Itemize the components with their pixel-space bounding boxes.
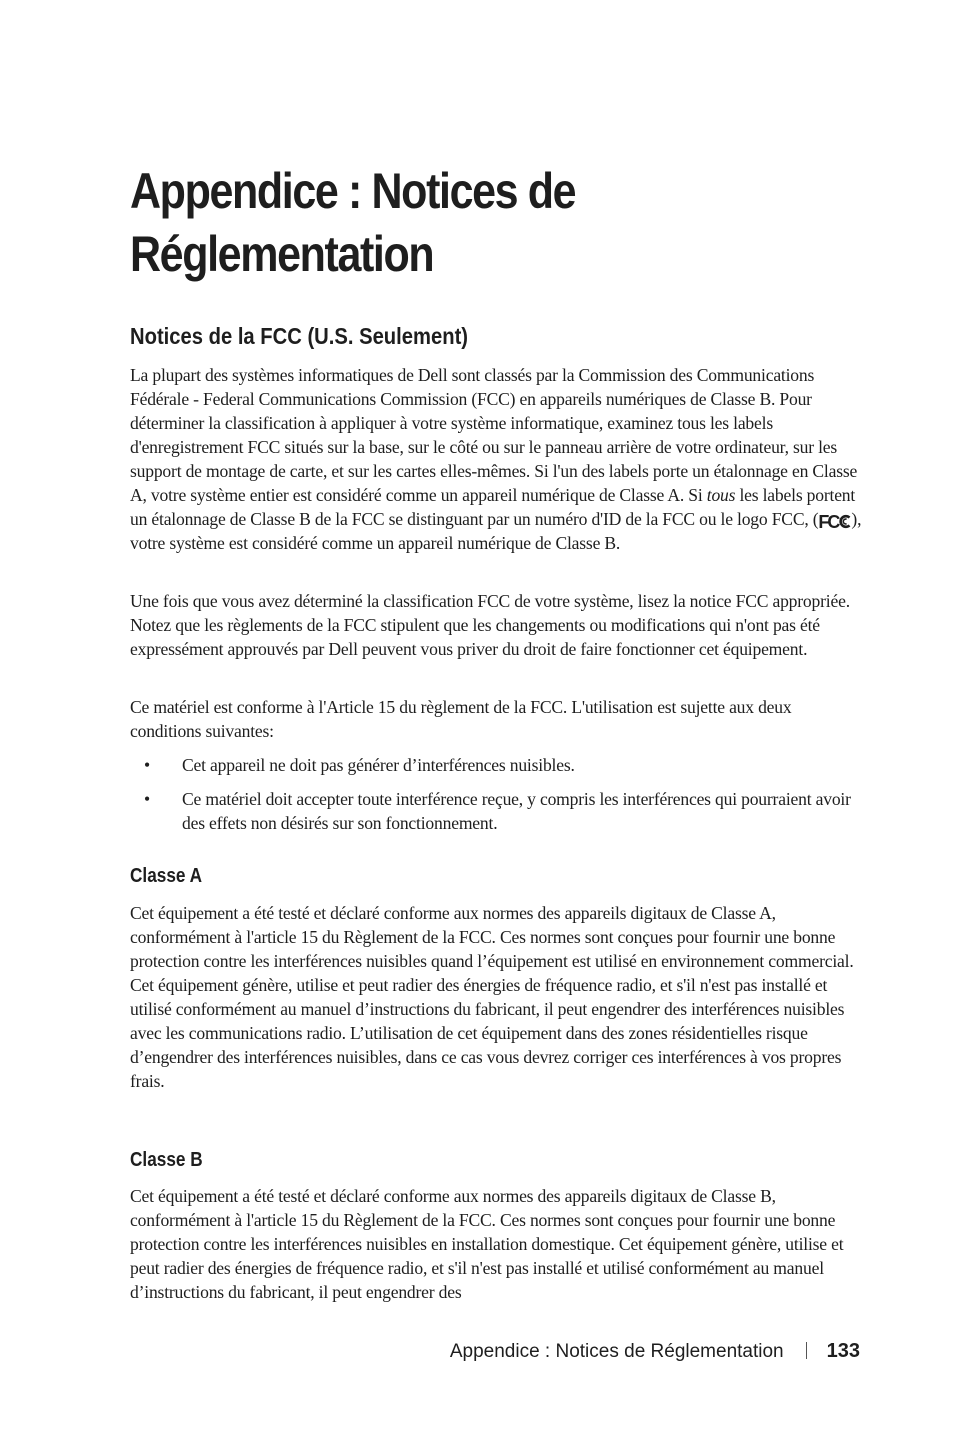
page-title-line-1: Appendice : Notices de (130, 163, 576, 219)
fcc-logo-letters: FC (818, 512, 839, 532)
list-item-text: Cet appareil ne doit pas générer d’interférences nuisibles. (182, 755, 575, 775)
footer-divider (806, 1342, 807, 1359)
class-a-paragraph: Cet équipement a été testé et déclaré conforme aux normes des appareils digitaux de Classe A, conformément à l'article 15 du Règlement de la FCC. Ces normes sont conçues pour fournir une bonne protection contre les interférences nuisibles quand l’équipement est utilisé en environnement commercial. Cet équipement génère, utilise et peut radier des énergies de fréquence radio, et s'il n'est pas installé et utilisé conformément au manuel d’instructions du fabricant, il peut engendrer des interférences nuisibles avec les communications radio. L’utilisation de cet équipement dans des zones résidentielles risque d’engendrer des interférences nuisibles, dans ce cas vous devrez corriger ces interférences à vos propres frais. (130, 903, 854, 1091)
page-title (130, 160, 801, 286)
class-a-heading: Classe A (130, 865, 203, 887)
fcc-intro-paragraph (130, 363, 866, 555)
fcc-logo-icon (818, 513, 851, 531)
fcc-classification-paragraph: Une fois que vous avez déterminé la classification FCC de votre système, lisez la notice FCC appropriée. Notez que les règlements de la FCC stipulent que les changements ou modifications qui n'ont pas été expressément approuvés par Dell peuvent vous priver du droit de faire fonctionner cet équipement. (130, 591, 850, 659)
fcc-intro-emphasis: tous (706, 485, 736, 505)
class-b-paragraph: Cet équipement a été testé et déclaré conforme aux normes des appareils digitaux de Classe B, conformément à l'article 15 du Règlement de la FCC. Ces normes sont conçues pour fournir une bonne protection contre les interférences nuisibles en installation domestique. Cet équipement génère, utilise et peut radier des énergies de fréquence radio, et s'il n'est pas installé et utilisé conformément au manuel d’instructions du fabricant, il peut engendrer des (130, 1186, 844, 1302)
list-item-text: Ce matériel doit accepter toute interférence reçue, y compris les interférences qui pourraient avoir des effets non désirés sur son fonctionnement. (182, 789, 851, 833)
fcc-conditions-paragraph: Ce matériel est conforme à l'Article 15 du règlement de la FCC. L'utilisation est sujette aux deux conditions suivantes: (130, 697, 792, 741)
footer-section-title: Appendice : Notices de Réglementation (449, 1341, 784, 1362)
fcc-intro-text-a: La plupart des systèmes informatiques de Dell sont classés par la Commission des Communications Fédérale - Federal Communications Commission (FCC) en appareils numériques de Classe B. Pour déterminer la classification à appliquer à votre système informatique, examinez tous les labels d'enregistrement FCC situés sur la base, sur le côté ou sur le panneau arrière de votre ordinateur, sur les support de montage de carte, et sur les cartes elles-mêmes. Si l'un des labels porte un étalonnage en Classe A, votre système entier est considéré comme un appareil numérique de Classe A. Si (130, 365, 858, 505)
list-item (130, 787, 866, 835)
fcc-section-heading: Notices de la FCC (U.S. Seulement) (130, 323, 469, 349)
page-number: 133 (826, 1340, 860, 1362)
list-item (130, 753, 866, 777)
fcc-logo-c-icon (838, 514, 851, 529)
page-footer (450, 1338, 860, 1365)
bullet-icon: • (144, 789, 150, 809)
page-title-line-2: Réglementation (130, 226, 434, 282)
class-b-heading: Classe B (130, 1149, 203, 1171)
fcc-intro-text-c: ), votre système est considéré comme un appareil numérique de Classe B. (130, 509, 862, 553)
fcc-conditions-list (130, 753, 866, 845)
bullet-icon: • (144, 755, 150, 775)
fcc-intro-text-b: les labels portent un étalonnage de Classe B de la FCC se distinguant par un numéro d'ID de la FCC ou le logo FCC, ( (130, 485, 856, 529)
